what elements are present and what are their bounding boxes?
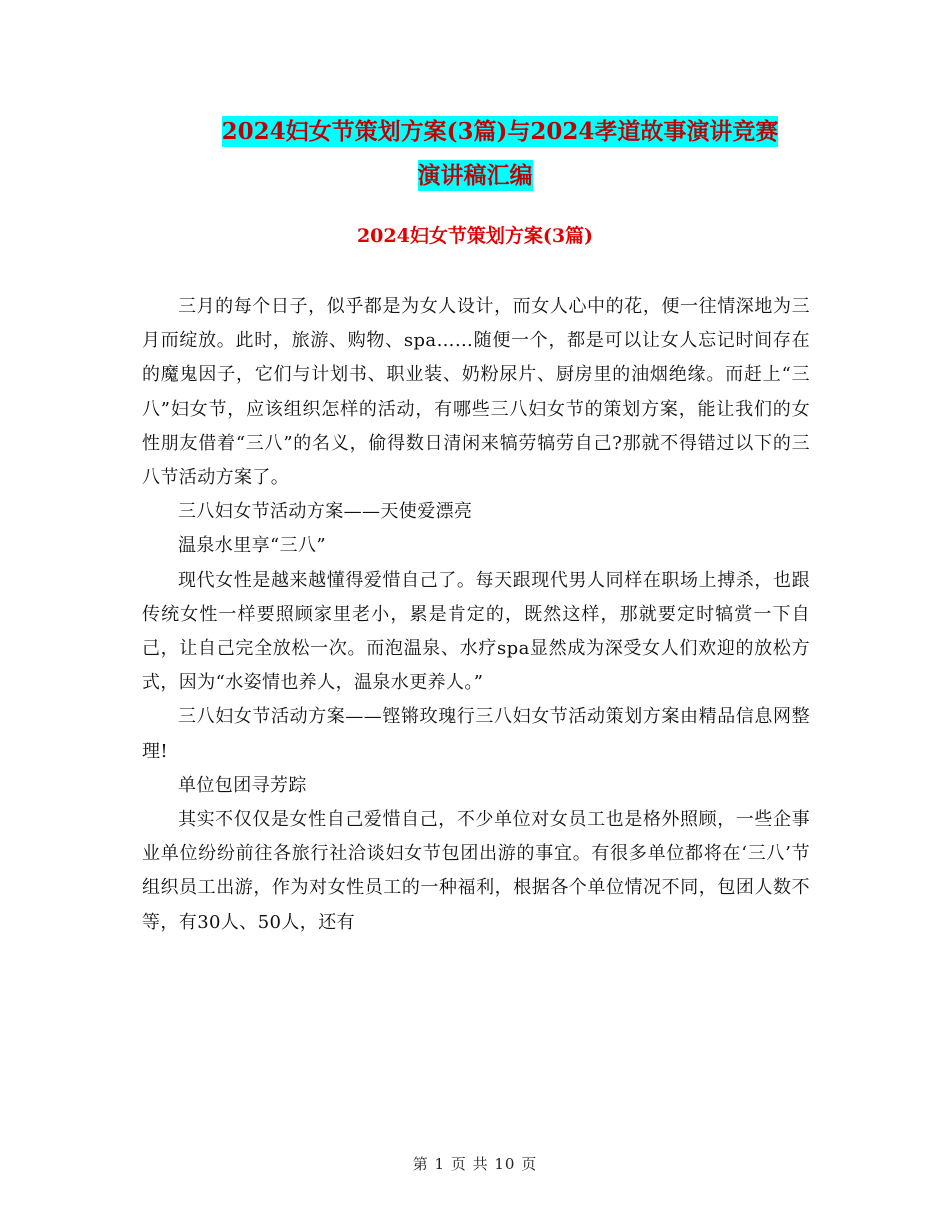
paragraph: 其实不仅仅是女性自己爱惜自己，不少单位对女员工也是格外照顾，一些企事业单位纷纷前往各旅行社洽谈妇女节包团出游的事宜。有很多单位都将在‘三八’节组织员工出游，作为对女性员工的一种福利，根据各个单位情况不同，包团人数不等，有30人、50人，还有 xyxy=(142,809,810,933)
document-title xyxy=(0,110,950,198)
body-text xyxy=(142,290,810,940)
paragraph: 三八妇女节活动方案——天使爱漂亮 xyxy=(178,501,473,523)
section-title: 2024妇女节策划方案(3篇) xyxy=(356,225,594,247)
title-line-1: 2024妇女节策划方案(3篇)与2024孝道故事演讲竞赛 xyxy=(221,118,779,145)
paragraph: 现代女性是越来越懂得爱惜自己了。每天跟现代男人同样在职场上搏杀，也跟传统女性一样要照顾家里老小，累是肯定的，既然这样，那就要定时犒赏一下自己，让自己完全放松一次。而泡温泉、水疗spa显然成为深受女人们欢迎的放松方式，因为“水姿情也养人，温泉水更养人。” xyxy=(142,569,810,694)
title-line-2: 演讲稿汇编 xyxy=(417,162,533,189)
paragraph: 三八妇女节活动方案——铿锵玫瑰行三八妇女节活动策划方案由精品信息网整理! xyxy=(142,706,810,762)
paragraph: 三月的每个日子，似乎都是为女人设计，而女人心中的花，便一往情深地为三月而绽放。此时，旅游、购物、spa……随便一个，都是可以让女人忘记时间存在的魔鬼因子，它们与计划书、职业装、奶粉尿片、厨房里的油烟绝缘。而赶上“三八”妇女节，应该组织怎样的活动，有哪些三八妇女节的策划方案，能让我们的女性朋友借着“三八”的名义，偷得数日清闲来犒劳犒劳自己?那就不得错过以下的三八节活动方案了。 xyxy=(142,296,810,489)
paragraph: 温泉水里享“三八” xyxy=(178,535,327,557)
paragraph: 单位包团寻芳踪 xyxy=(178,774,307,796)
page-footer: 第 1 页 共 10 页 xyxy=(412,1155,538,1173)
